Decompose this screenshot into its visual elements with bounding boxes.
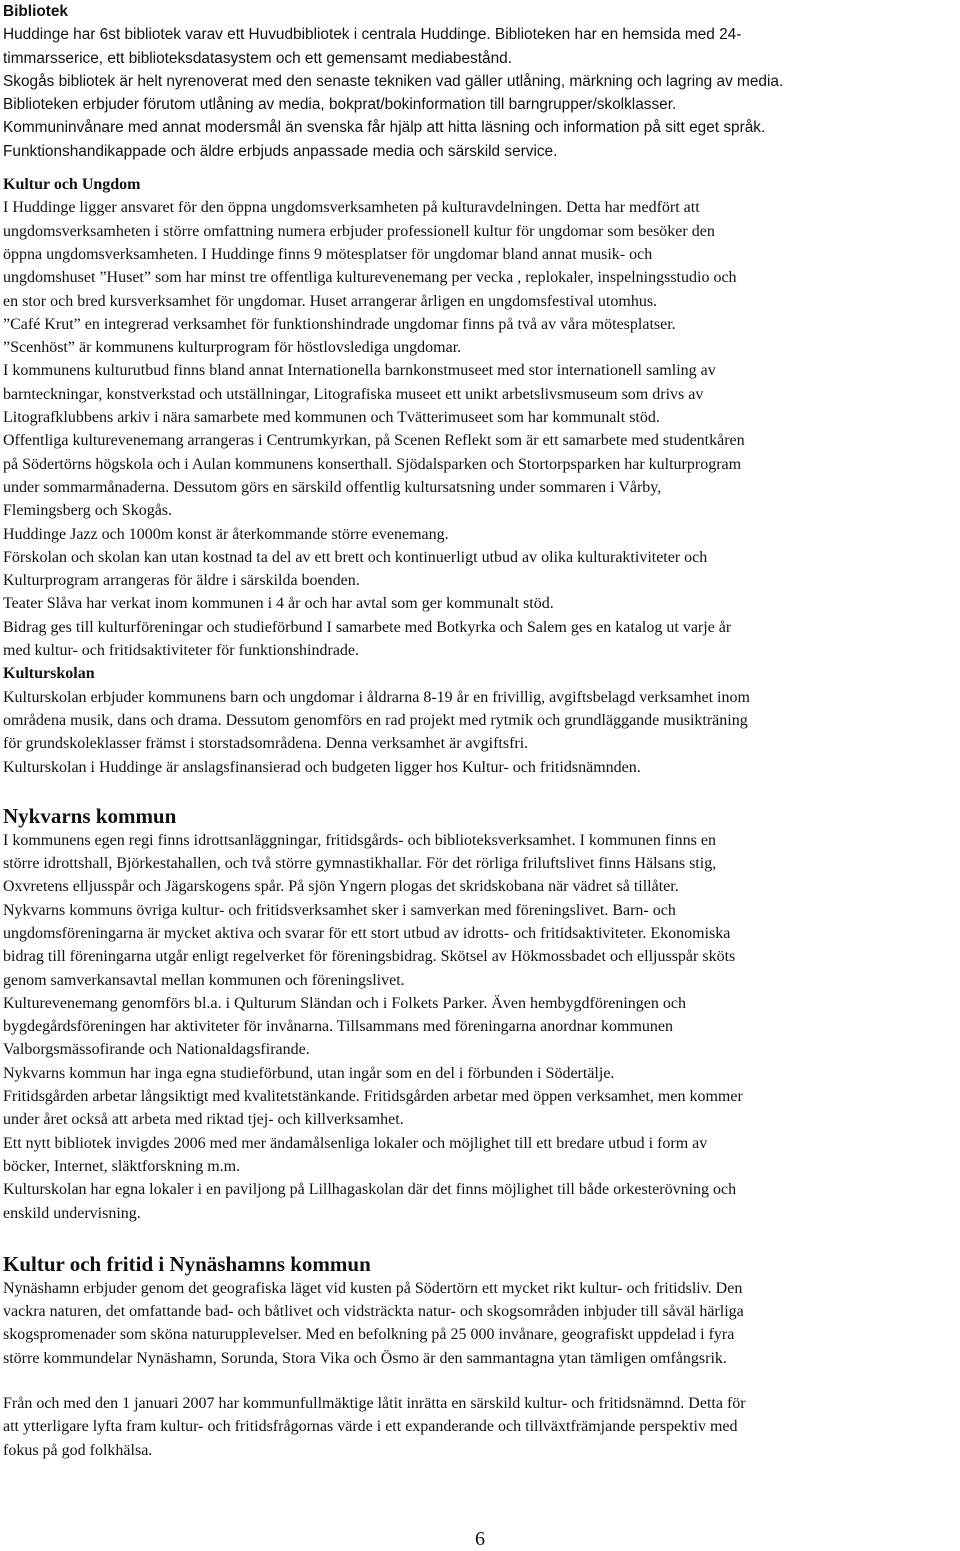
kultur-ungdom-line: Litografklubbens arkiv i nära samarbete med kommunen och Tvätterimuseet som har kommunalt stöd. [3,409,660,427]
nykvarn-line: Valborgsmässofirande och Nationaldagsfirande. [3,1041,310,1059]
nykvarn-line: I kommunens egen regi finns idrottsanläggningar, fritidsgårds- och biblioteksverksamhet. I kommunen finns en [3,831,716,849]
nykvarn-line: enskild undervisning. [3,1204,141,1222]
nykvarn-line: under året också att arbeta med riktad tjej- och killverksamhet. [3,1111,404,1129]
kultur-ungdom-line: Förskolan och skolan kan utan kostnad ta del av ett brett och kontinuerligt utbud av olika kulturaktiviteter och [3,548,708,566]
nynashamn-line: skogspromenader som sköna naturupplevelser. Med en befolkning på 25 000 invånare, geografiskt uppdelad i fyra [3,1326,735,1344]
kulturskolan-heading: Kulturskolan [3,665,95,683]
nynashamn-line: att ytterligare lyfta fram kultur- och fritidsfrågornas värde i ett expanderande och tillväxtfrämjande perspektiv med [3,1418,738,1436]
nykvarn-line: Nykvarns kommuns övriga kultur- och fritidsverksamhet sker i samverkan med föreningslivet. Barn- och [3,901,676,919]
nynashamn-section [3,1251,955,1462]
bibliotek-line: Skogås bibliotek är helt nyrenoverat med den senaste tekniken vad gäller utlåning, märkning och lagring av media. [3,72,784,90]
kulturskolan-line: Kulturskolan i Huddinge är anslagsfinansierad och budgeten ligger hos Kultur- och fritidsnämnden. [3,758,641,776]
nykvarn-line: större idrottshall, Björkestahallen, och två större gymnastikhallar. För det rörliga friluftslivet finns Hälsans stig, [3,855,717,873]
nykvarn-heading: Nykvarns kommun [3,803,177,828]
nykvarn-line: bygdegårdsföreningen har aktiviteter för invånarna. Tillsammans med föreningarna anordnar kommunen [3,1018,674,1036]
kultur-ungdom-line: Kulturprogram arrangeras för äldre i särskilda boenden. [3,572,360,590]
kultur-ungdom-line: med kultur- och fritidsaktiviteter för funktionshindrade. [3,642,360,660]
kultur-ungdom-line: Bidrag ges till kulturföreningar och studieförbund I samarbete med Botkyrka och Salem ges en katalog ut varje år [3,618,732,636]
kulturskolan-section [3,662,955,778]
kultur-ungdom-line: en stor och bred kursverksamhet för ungdomar. Huset arrangerar årligen en ungdomsfestival utomhus. [3,292,658,310]
kultur-ungdom-line: på Södertörns högskola och i Aulan kommunens konserthall. Sjödalsparken och Stortorpsparken har kulturprogram [3,455,742,473]
nykvarn-line: Fritidsgården arbetar långsiktigt med kvalitetstänkande. Fritidsgården arbetar med öppen verksamhet, men kommer [3,1088,743,1106]
bibliotek-line: Funktionshandikappade och äldre erbjuds anpassade media och särskild service. [3,142,558,160]
kultur-ungdom-line: ungdomsverksamheten i större omfattning numera erbjuder professionell kultur för ungdomar som besöker den [3,222,715,240]
bibliotek-line: Biblioteken erbjuder förutom utlåning av media, bokprat/bokinformation till barngrupper/skolklasser. [3,96,677,114]
bibliotek-heading: Bibliotek [3,3,68,20]
nykvarn-line: böcker, Internet, släktforskning m.m. [3,1157,241,1175]
kulturskolan-line: Kulturskolan erbjuder kommunens barn och ungdomar i åldrarna 8-19 år en frivillig, avgiftsbelagd verksamhet inom [3,688,750,706]
kultur-ungdom-line: ”Scenhöst” är kommunens kulturprogram för höstlovslediga ungdomar. [3,339,462,357]
nynashamn-line: vackra naturen, det omfattande bad- och båtlivet och vidsträckta natur- och skogsområden inbjuder till såväl härliga [3,1303,744,1321]
kultur-ungdom-line: I kommunens kulturutbud finns bland annat Internationella barnkonstmuseet med stor internationell samling av [3,362,716,380]
nykvarn-line: Oxvretens elljusspår och Jägarskogens spår. På sjön Yngern plogas det skridskobana när vädret så tillåter. [3,878,679,896]
kultur-ungdom-line: Teater Slåva har verkat inom kommunen i 4 år och har avtal som ger kommunalt stöd. [3,595,554,613]
nynashamn-line: fokus på god folkhälsa. [3,1441,153,1459]
kultur-ungdom-line: Flemingsberg och Skogås. [3,502,173,520]
bibliotek-line: Huddinge har 6st bibliotek varav ett Huvudbibliotek i centrala Huddinge. Biblioteken har en hemsida med 24- [3,26,742,44]
kultur-ungdom-section [3,173,955,662]
kultur-ungdom-heading: Kultur och Ungdom [3,176,141,194]
kultur-ungdom-line: Huddinge Jazz och 1000m konst är återkommande större evenemang. [3,525,449,543]
kultur-ungdom-line: öppna ungdomsverksamheten. I Huddinge finns 9 mötesplatser för ungdomar bland annat musik- och [3,245,653,263]
kulturskolan-line: områdena musik, dans och drama. Dessutom genomförs en rad projekt med rytmik och grundläggande musikträning [3,711,748,729]
nynashamn-line: Från och med den 1 januari 2007 har kommunfullmäktige låtit inrätta en särskild kultur- och fritidsnämnd. Detta för [3,1395,746,1413]
bibliotek-line: Kommuninvånare med annat modersmål än svenska får hjälp att hitta läsning och information på sitt eget språk. [3,119,766,137]
nykvarn-line: Nykvarns kommun har inga egna studieförbund, utan ingår som en del i förbunden i Södertälje. [3,1064,615,1082]
nykvarn-line: Ett nytt bibliotek invigdes 2006 med mer ändamålsenliga lokaler och möjlighet till ett bredare utbud i form av [3,1134,708,1152]
nykvarn-section [3,803,955,1225]
nynashamn-paragraph-2 [3,1392,955,1462]
kulturskolan-line: för grundskoleklasser främst i storstadsområdena. Denna verksamhet är avgiftsfri. [3,735,529,753]
nykvarn-line: Kulturevenemang genomförs bl.a. i Qulturum Sländan och i Folkets Parker. Även hembygdföreningen och [3,994,686,1012]
kultur-ungdom-line: barnteckningar, konstverkstad och utställningar, Litografiska museet ett unikt arbetslivsmuseum som drivs av [3,385,704,403]
kultur-ungdom-line: Offentliga kulturevenemang arrangeras i Centrumkyrkan, på Scenen Reflekt som är ett samarbete med studentkåren [3,432,745,450]
kultur-ungdom-line: ungdomshuset ”Huset” som har minst tre offentliga kulturevenemang per vecka , replokaler, inspelningsstudio och [3,269,737,287]
nykvarn-line: Kulturskolan har egna lokaler i en paviljong på Lillhagaskolan där det finns möjlighet till både orkesterövning och [3,1181,737,1199]
bibliotek-section [3,0,955,163]
bibliotek-line: timmarsserice, ett biblioteksdatasystem och ett gemensamt mediabestånd. [3,49,512,67]
page-number: 6 [475,1528,485,1550]
nykvarn-line: bidrag till föreningarna utgår enligt regelverket för föreningsbidrag. Skötsel av Hökmossbadet och elljusspår sköts [3,948,736,966]
kultur-ungdom-line: I Huddinge ligger ansvaret för den öppna ungdomsverksamheten på kulturavdelningen. Detta har medfört att [3,199,700,217]
document-page [3,0,955,1462]
nynashamn-line: Nynäshamn erbjuder genom det geografiska läget vid kusten på Södertörn ett mycket rikt kultur- och fritidsliv. Den [3,1279,743,1297]
nykvarn-line: ungdomsföreningarna är mycket aktiva och svarar för ett stort utbud av idrotts- och fritidsaktiviteter. Ekonomiska [3,924,731,942]
nynashamn-line: större kommundelar Nynäshamn, Sorunda, Stora Vika och Ösmo är den sammantagna ytan tämligen omfångsrik. [3,1349,727,1367]
kultur-ungdom-line: ”Café Krut” en integrerad verksamhet för funktionshindrade ungdomar finns på två av våra mötesplatser. [3,315,676,333]
kultur-ungdom-line: under sommarmånaderna. Dessutom görs en särskild offentlig kultursatsning under sommaren i Vårby, [3,478,662,496]
nykvarn-line: genom samverkansavtal mellan kommunen och föreningslivet. [3,971,405,989]
nynashamn-heading: Kultur och fritid i Nynäshamns kommun [3,1251,371,1276]
